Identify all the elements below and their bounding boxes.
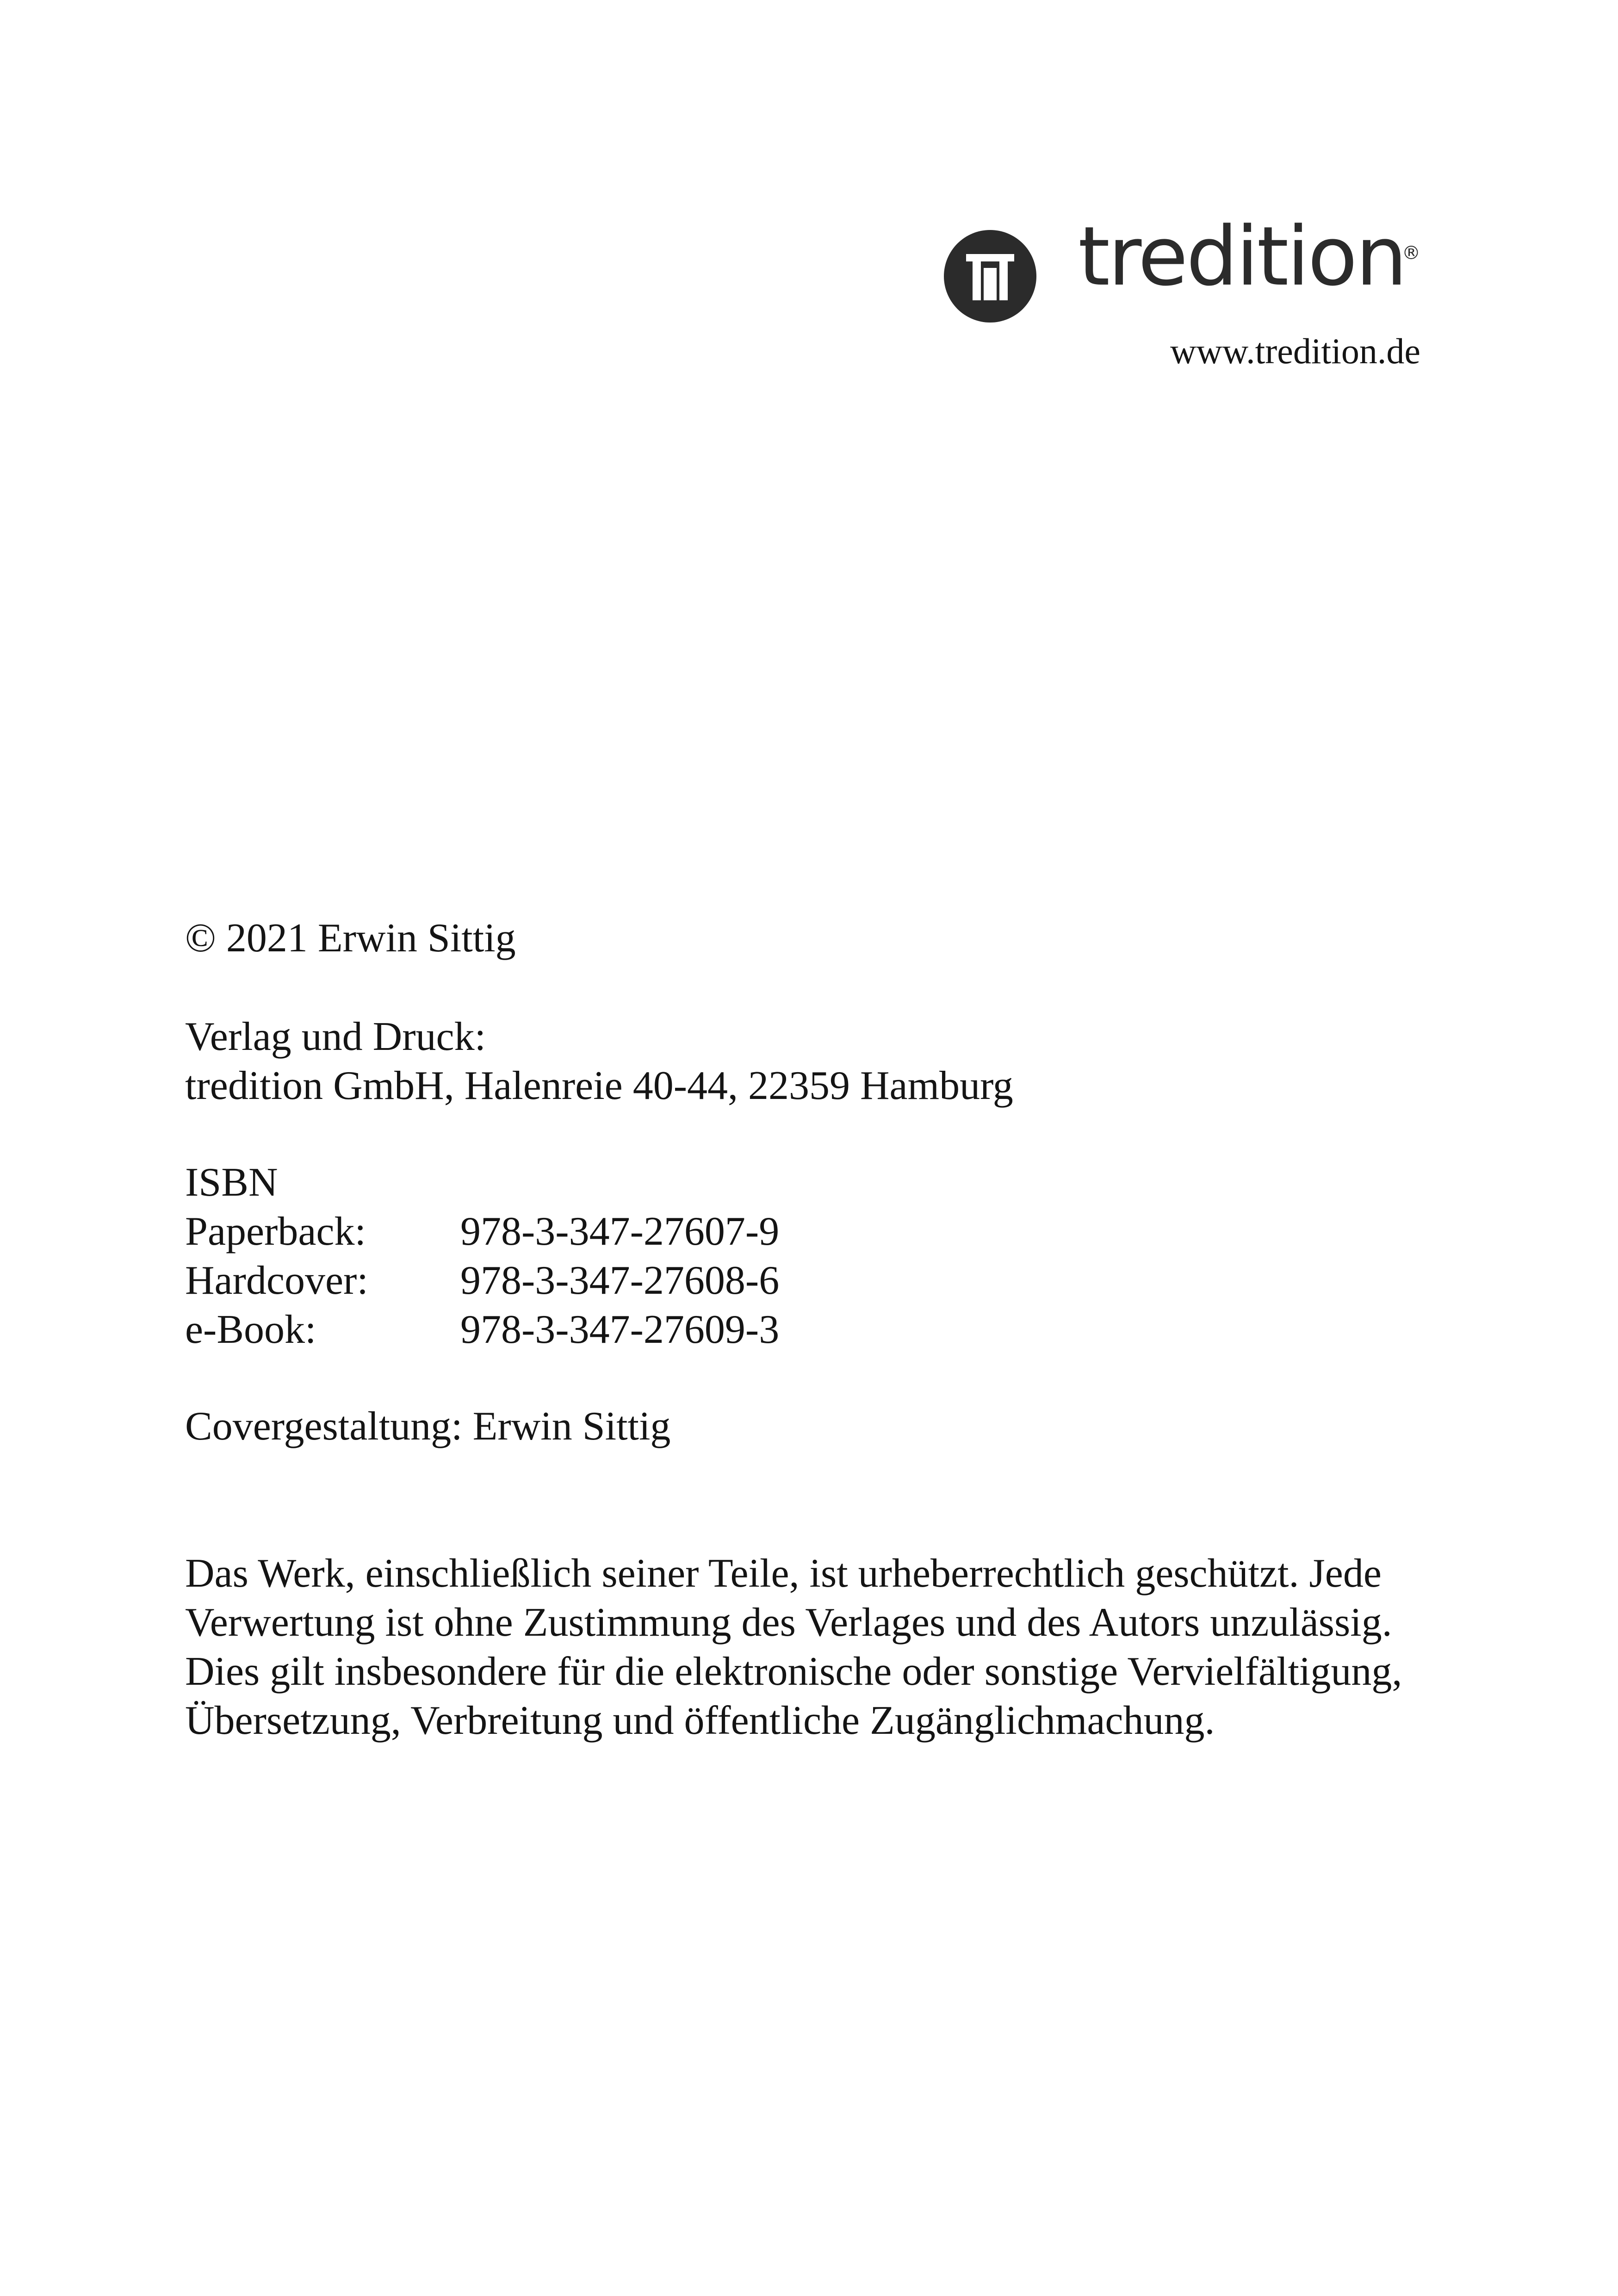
copyright-line: © 2021 Erwin Sittig	[185, 916, 516, 961]
rights-line: Übersetzung, Verbreitung und öffentliche Zugänglichmachung.	[185, 1698, 1215, 1743]
isbn-label: Hardcover:	[185, 1258, 368, 1303]
publisher-address: tredition GmbH, Halenreie 40-44, 22359 Hamburg	[185, 1063, 1013, 1108]
isbn-number: 978-3-347-27608-6	[460, 1258, 780, 1303]
registered-mark: ®	[1402, 242, 1420, 264]
rights-line: Das Werk, einschließlich seiner Teile, ist urheberrechtlich geschützt. Jede	[185, 1551, 1382, 1596]
publisher-heading: Verlag und Druck:	[185, 1014, 486, 1059]
tredition-t-icon	[944, 230, 1036, 323]
isbn-number: 978-3-347-27609-3	[460, 1307, 780, 1352]
publisher-url[interactable]: www.tredition.de	[1170, 331, 1420, 371]
publisher-info	[185, 1012, 1013, 1111]
isbn-label: e-Book:	[185, 1307, 316, 1352]
isbn-row-ebook	[185, 1305, 779, 1354]
rights-line: Verwertung ist ohne Zustimmung des Verlages und des Autors unzulässig.	[185, 1600, 1392, 1645]
cover-credit: Covergestaltung: Erwin Sittig	[185, 1404, 671, 1449]
rights-notice	[185, 1549, 1402, 1745]
isbn-number: 978-3-347-27607-9	[460, 1209, 780, 1254]
publisher-logo	[944, 209, 1420, 331]
rights-line: Dies gilt insbesondere für die elektronische oder sonstige Vervielfältigung,	[185, 1649, 1402, 1694]
isbn-label: Paperback:	[185, 1209, 366, 1254]
isbn-heading: ISBN	[185, 1160, 278, 1205]
isbn-section	[185, 1158, 779, 1354]
isbn-row-paperback	[185, 1207, 779, 1256]
isbn-row-hardcover	[185, 1256, 779, 1305]
logo-wordmark: tredition	[1078, 209, 1406, 304]
